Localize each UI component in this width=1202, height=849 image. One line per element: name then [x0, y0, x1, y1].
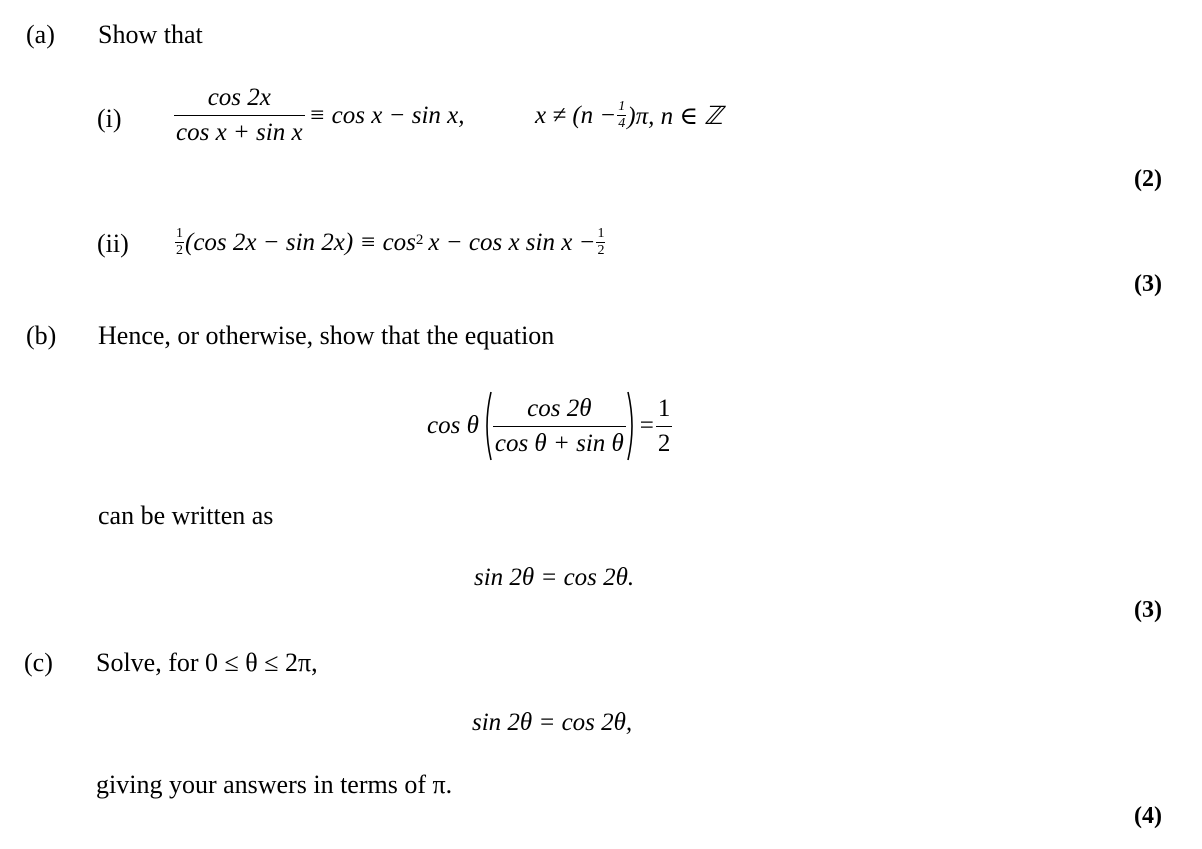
fraction-denominator: cos x + sin x — [176, 119, 303, 146]
rhs-numerator: 1 — [656, 395, 673, 427]
equation-prefix: cos θ — [427, 412, 479, 439]
square-exponent: 2 — [415, 232, 424, 248]
part-a-intro: Show that — [98, 20, 203, 49]
left-paren-icon — [481, 390, 493, 462]
part-b-label: (b) — [26, 321, 57, 350]
part-b-marks: (3) — [1134, 597, 1162, 623]
end-num: 1 — [597, 226, 605, 241]
part-b-equation — [427, 390, 672, 462]
part-c-label: (c) — [24, 648, 53, 677]
part-a-i-marks: (2) — [1134, 166, 1162, 192]
condition-prefix: x ≠ (n − — [535, 101, 617, 129]
half-num: 1 — [176, 226, 183, 241]
condition-fraction-num: 1 — [618, 99, 626, 114]
equation-fraction — [493, 395, 626, 458]
rhs-denominator: 2 — [657, 429, 671, 457]
half-fraction — [175, 227, 184, 258]
part-c-outro: giving your answers in terms of π. — [96, 770, 453, 799]
identity-rhs-ii: x − cos x sin x − — [428, 228, 596, 256]
part-a-ii-marks: (3) — [1134, 271, 1162, 297]
equation-rhs-fraction — [656, 395, 673, 458]
identity-rhs: ≡ cos x − sin x, — [308, 101, 465, 129]
half-den: 2 — [176, 243, 183, 258]
part-a-ii-label: (ii) — [97, 229, 129, 258]
equation-denominator: cos θ + sin θ — [494, 429, 624, 457]
identity-fraction — [174, 84, 305, 147]
part-a-ii-identity — [174, 227, 606, 258]
fraction-numerator: cos 2x — [174, 84, 305, 116]
end-fraction — [596, 227, 605, 258]
part-c-equation: sin 2θ = cos 2θ, — [472, 709, 633, 736]
identity-lhs: (cos 2x − sin 2x) ≡ cos — [185, 228, 416, 256]
right-paren-icon — [626, 390, 638, 462]
part-b-result: sin 2θ = cos 2θ. — [474, 564, 635, 591]
condition-fraction-den: 4 — [618, 116, 626, 131]
equation-equals: = — [639, 412, 654, 439]
part-c-intro: Solve, for 0 ≤ θ ≤ 2π, — [96, 648, 318, 677]
part-a-i-identity — [174, 84, 465, 147]
part-c-marks: (4) — [1134, 803, 1162, 829]
condition-fraction — [617, 100, 626, 131]
part-a-i-condition — [535, 100, 723, 131]
condition-suffix: )π, n ∈ ℤ — [627, 102, 723, 130]
equation-numerator: cos 2θ — [493, 395, 626, 427]
part-a-i-label: (i) — [97, 104, 122, 133]
part-a-label: (a) — [26, 20, 55, 49]
part-b-intro: Hence, or otherwise, show that the equation — [98, 321, 555, 350]
end-den: 2 — [597, 243, 605, 258]
part-b-middle-text: can be written as — [98, 501, 274, 530]
